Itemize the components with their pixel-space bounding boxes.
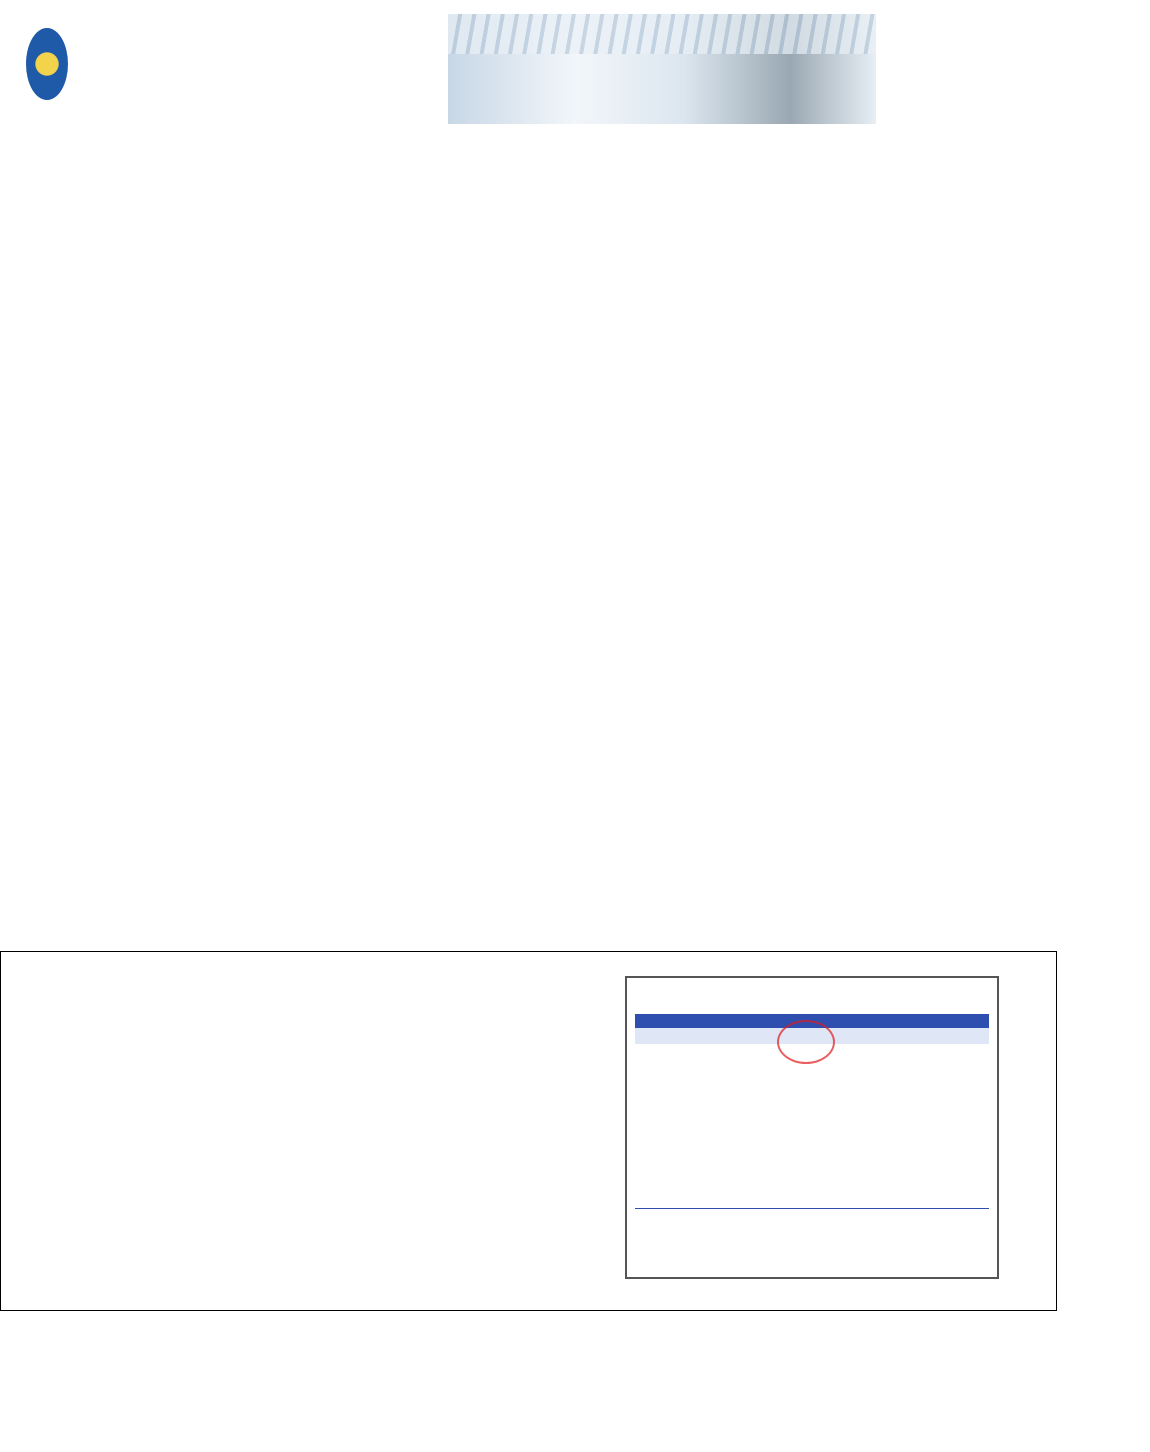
banner xyxy=(448,14,876,124)
card-footer xyxy=(635,1208,989,1209)
red-stamp-icon xyxy=(777,1020,835,1064)
banner-snow-texture xyxy=(448,14,876,54)
forum-member-card xyxy=(625,976,999,1279)
logo-emblem-icon xyxy=(26,28,68,100)
jockey-club-logo xyxy=(22,24,172,102)
defense-row xyxy=(66,1270,72,1296)
card-header xyxy=(627,978,997,1014)
